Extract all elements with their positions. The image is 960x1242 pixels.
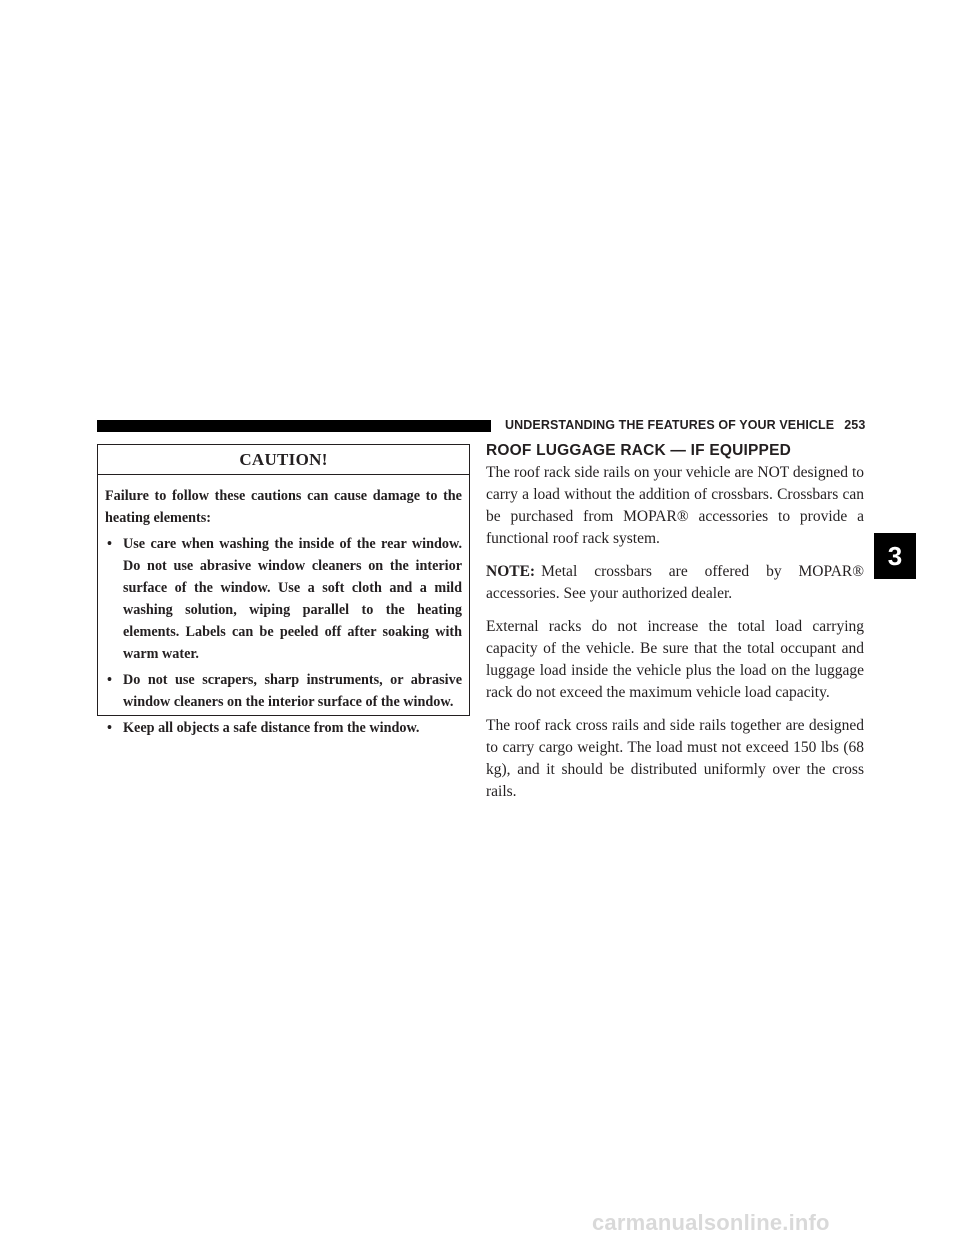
page-number: 253 [844,418,866,432]
caution-item [105,669,462,713]
caution-box [97,444,470,736]
caution-body [98,475,469,739]
bullet-icon: • [107,720,112,736]
caution-item-text: Keep all objects a safe distance from the window. [123,720,420,736]
caution-list [105,533,462,739]
bullet-icon: • [107,672,112,688]
note-text: Metal crossbars are offered by MOPAR® accessories. See your authorized dealer. [486,563,864,602]
paragraph: External racks do not increase the total load carrying capacity of the vehicle. Be sure that the total occupant and luggage load inside the vehicle plus the load on the luggage rack do not exceed the maximum vehicle load capacity. [486,618,864,701]
header-rule [97,420,491,432]
section-heading: ROOF LUGGAGE RACK — IF EQUIPPED [486,442,792,459]
note-paragraph [486,561,864,605]
chapter-tab: 3 [874,533,916,579]
note-label: NOTE: [486,563,536,580]
paragraph: The roof rack cross rails and side rails together are designed to carry cargo weight. The load must not exceed 150 lbs (68 kg), and it should be distributed uniformly over the cross rails. [486,717,864,800]
caution-item-text: Use care when washing the inside of the rear window. Do not use abrasive window cleaners on the interior surface of the window. Use a soft cloth and a mild washing solution, wiping parallel to the heating elements. Labels can be peeled off after soaking with warm water. [123,536,462,662]
section-body [486,462,864,814]
caution-item-text: Do not use scrapers, sharp instruments, or abrasive window cleaners on the interior surface of the window. [123,672,462,710]
bullet-icon: • [107,536,112,552]
watermark: carmanualsonline.info [592,1210,830,1235]
caution-item [105,533,462,665]
caution-item [105,717,462,739]
running-header [505,418,865,432]
header-title: UNDERSTANDING THE FEATURES OF YOUR VEHICLE [505,418,835,432]
caution-intro: Failure to follow these cautions can cause damage to the heating elements: [105,488,462,526]
caution-title: CAUTION! [98,445,469,475]
paragraph: The roof rack side rails on your vehicle are NOT designed to carry a load without the addition of crossbars. Crossbars can be purchased from MOPAR® accessories to provide a functional roof rack system. [486,464,864,547]
